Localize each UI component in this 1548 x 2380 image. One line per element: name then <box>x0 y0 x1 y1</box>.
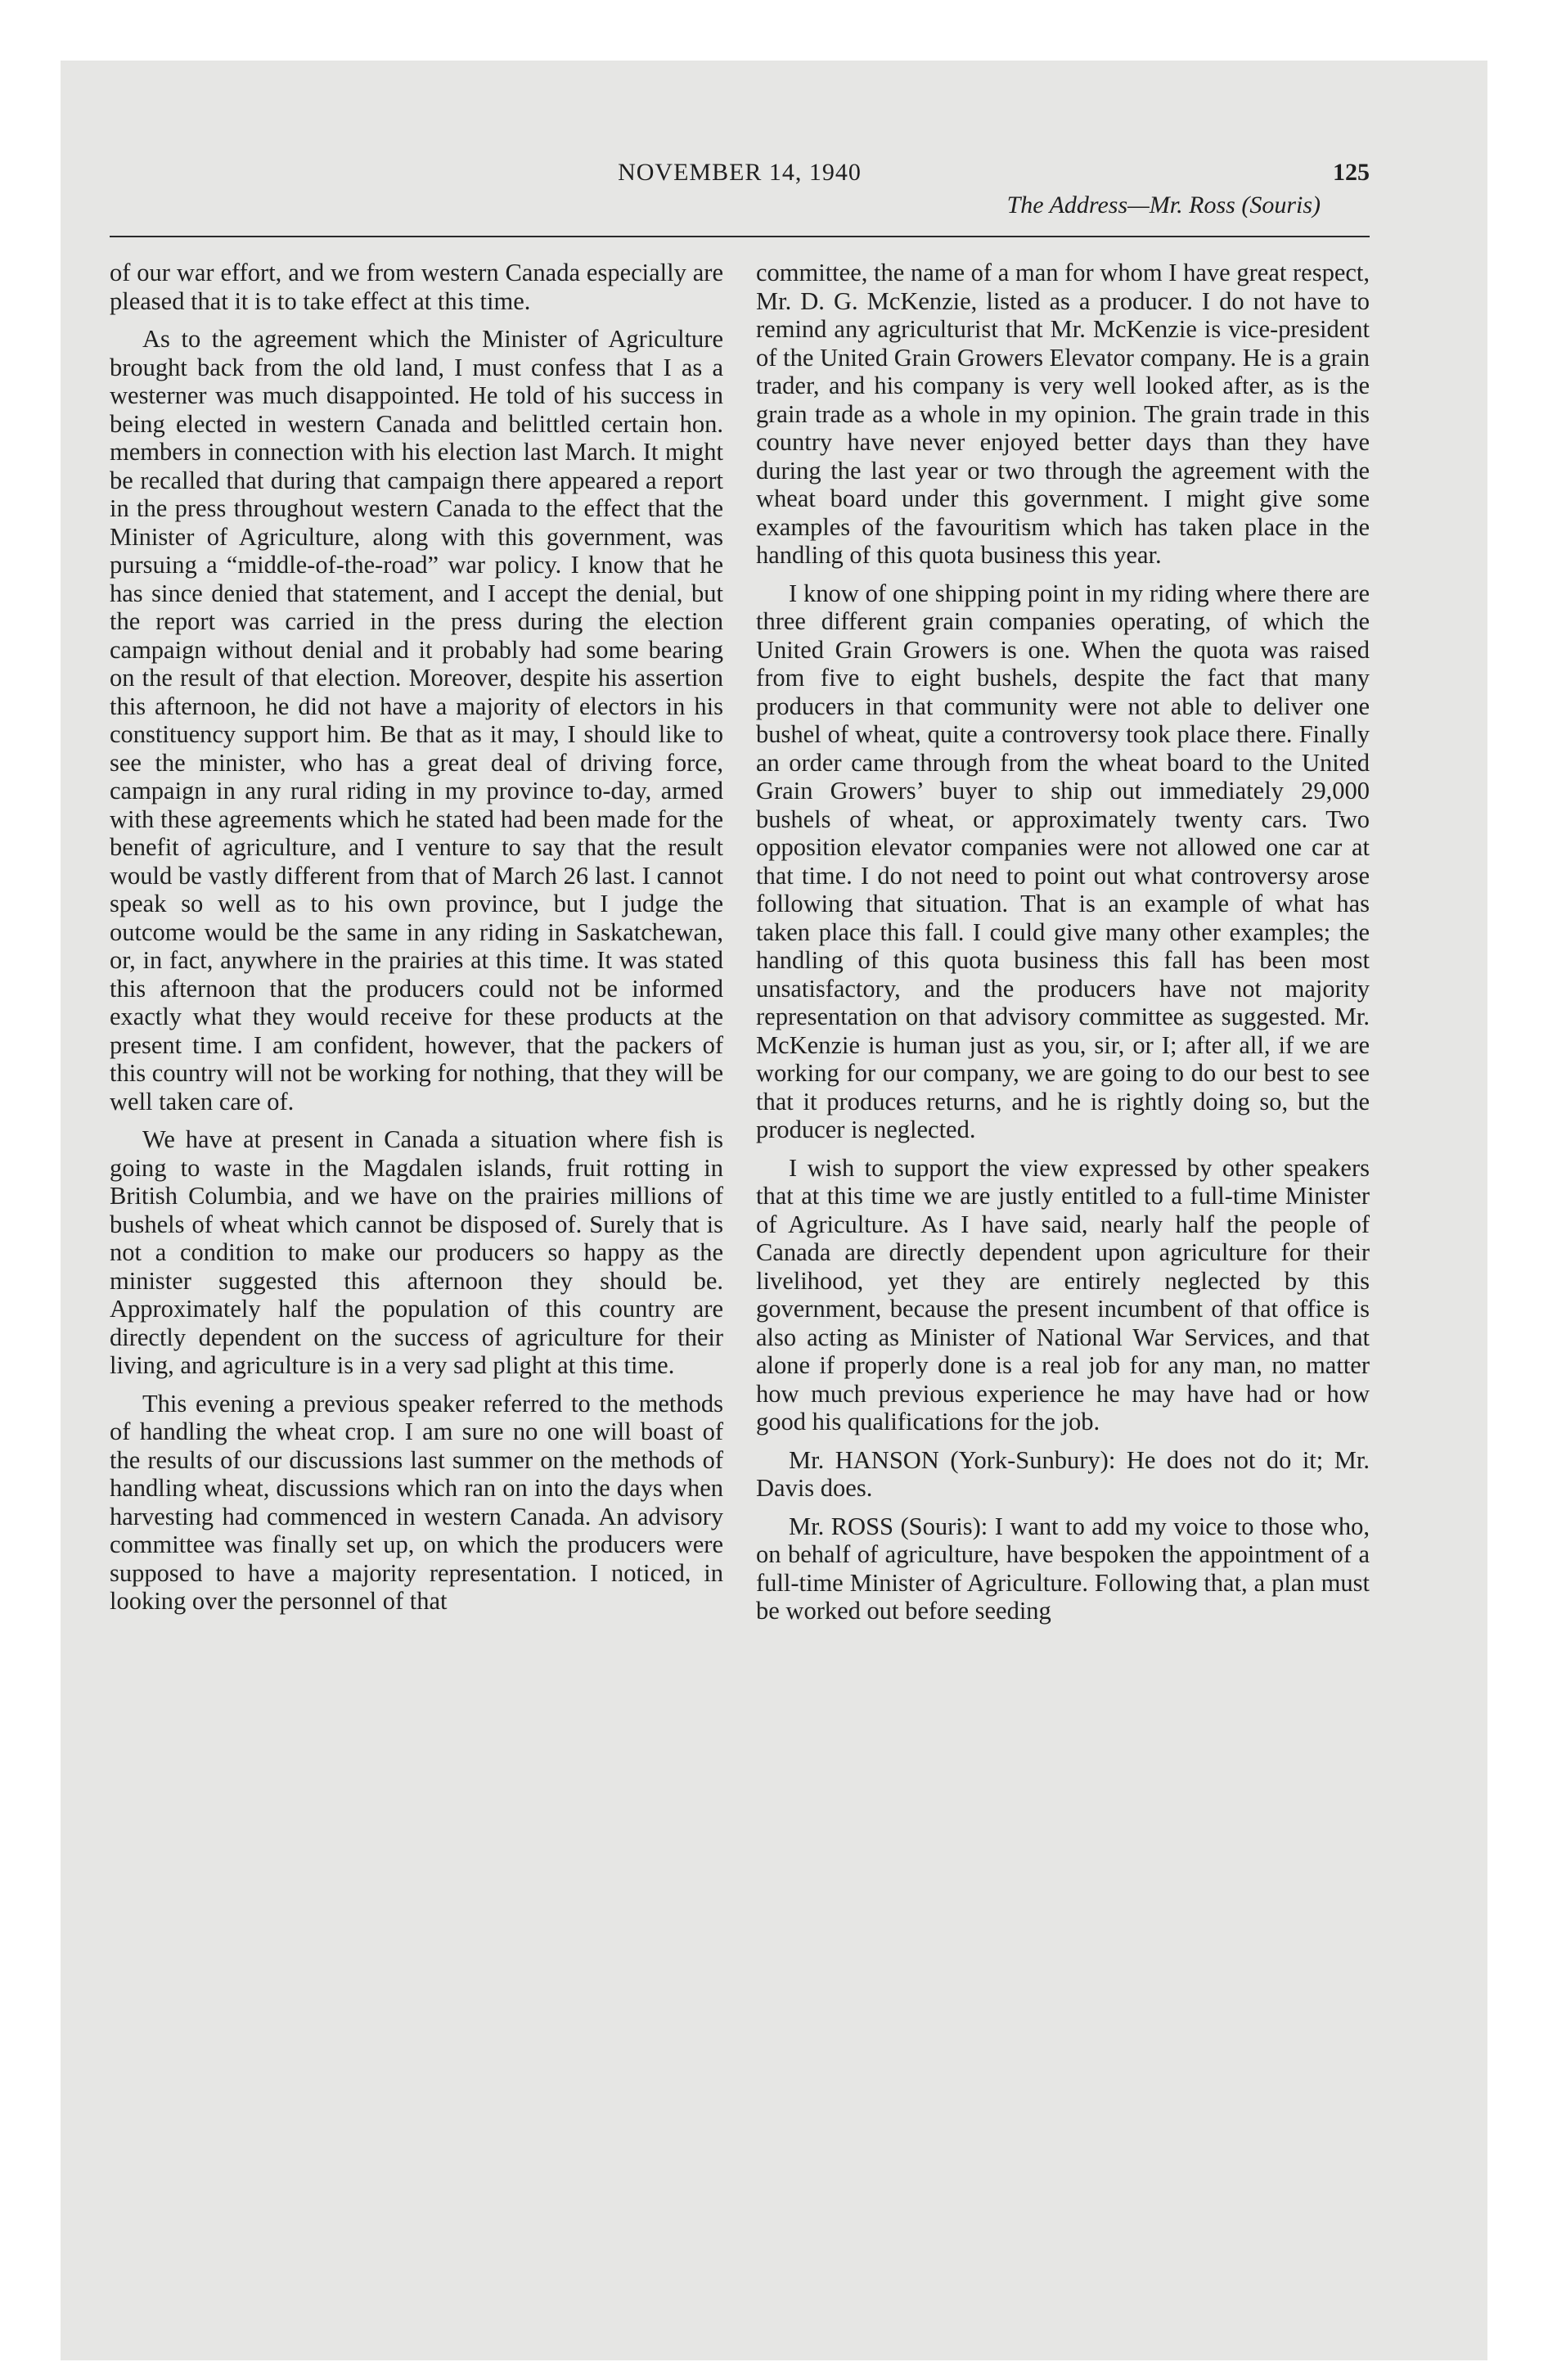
header-rule <box>110 236 1370 237</box>
right-column <box>756 259 1370 1635</box>
header-date: NOVEMBER 14, 1940 <box>618 159 862 186</box>
paragraph: As to the agreement which the Minister of Agriculture brought back from the old land, I must confess that I as a westerner was much disappointed. He told of his success in being elected in western Canada and belittled certain hon. members in connection with his election last March. It might be recalled that during that campaign there appeared a report in the press throughout western Canada to the effect that the Minister of Agriculture, along with this government, was pursuing a “middle-of-the-road” war policy. I know that he has since denied that statement, and I accept the denial, but the report was carried in the press during the election campaign without denial and it probably had some bearing on the result of that election. Moreover, despite his assertion this afternoon, he did not have a majority of electors in his constituency support him. Be that as it may, I should like to see the minister, who has a great deal of driving force, campaign in any rural riding in my province to-day, armed with these agreements which he stated had been made for the benefit of agriculture, and I venture to say that the result would be vastly different from that of March 26 last. I cannot speak so well as to his own province, but I judge the outcome would be the same in any riding in Saskatchewan, or, in fact, anywhere in the prairies at this time. It was stated this afternoon that the producers could not be informed exactly what they would receive for these products at the present time. I am confident, however, that the packers of this country will not be working for nothing, that they will be well taken care of. <box>110 325 723 1116</box>
paragraph: Mr. ROSS (Souris): I want to add my voice to those who, on behalf of agriculture, have bespoken the appointment of a full-time Minister of Agriculture. Following that, a plan must be worked out before seeding <box>756 1512 1370 1625</box>
text-columns <box>110 259 1370 1635</box>
paragraph: I know of one shipping point in my riding where there are three different grain companies operating, of which the United Grain Growers is one. When the quota was raised from five to eight bushels, despite the fact that many producers in that community were not able to deliver one bushel of wheat, quite a controversy took place there. Finally an order came through from the wheat board to the United Grain Growers’ buyer to ship out immediately 29,000 bushels of wheat, or approximately twenty cars. Two opposition elevator companies were not allowed one car at that time. I do not need to point out what controversy arose following that situation. That is an example of what has taken place this fall. I could give many other examples; the handling of this quota business this fall has been most unsatisfactory, and the producers have not majority representation on that advisory committee as suggested. Mr. McKenzie is human just as you, sir, or I; after all, if we are working for our company, we are going to do our best to see that it produces returns, and he is rightly doing so, but the producer is neglected. <box>756 579 1370 1143</box>
speaker-interjection: Mr. HANSON (York-Sunbury): He does not do it; Mr. Davis does. <box>756 1445 1370 1502</box>
paragraph: of our war effort, and we from western Canada especially are pleased that it is to take effect at this time. <box>110 259 723 315</box>
paragraph: This evening a previous speaker referred to the methods of handling the wheat crop. I am sure no one will boast of the results of our discussions last summer on the methods of handling wheat, discussions which ran on into the days when harvesting had commenced in western Canada. An advisory committee was finally set up, on which the producers were supposed to have a majority representation. I noticed, in looking over the personnel of that <box>110 1389 723 1615</box>
paragraph: committee, the name of a man for whom I have great respect, Mr. D. G. McKenzie, listed as a producer. I do not have to remind any agriculturist that Mr. McKenzie is vice-president of the United Grain Growers Elevator company. He is a grain trader, and his company is very well looked after, as is the grain trade as a whole in my opinion. The grain trade in this country have never enjoyed better days than they have during the last year or two through the agreement with the wheat board under this government. I might give some examples of the favouritism which has taken place in the handling of this quota business this year. <box>756 259 1370 569</box>
page-number: 125 <box>1333 159 1370 186</box>
paragraph: I wish to support the view expressed by other speakers that at this time we are justly entitled to a full-time Minister of Agriculture. As I have said, nearly half the people of Canada are directly dependent upon agriculture for their livelihood, yet they are entirely neglected by this government, because the present incumbent of that office is also acting as Minister of National War Services, and that alone if properly done is a real job for any man, no matter how much previous experience he may have had or how good his qualifications for the job. <box>756 1153 1370 1436</box>
paragraph: We have at present in Canada a situation where fish is going to waste in the Magdalen islands, fruit rotting in British Columbia, and we have on the prairies millions of bushels of wheat which cannot be disposed of. Surely that is not a condition to make our producers so happy as the minister suggested this afternoon they should be. Approximately half the population of this country are directly dependent on the success of agriculture for their living, and agriculture is in a very sad plight at this time. <box>110 1125 723 1379</box>
hansard-page <box>110 159 1370 2254</box>
page-header <box>110 159 1370 241</box>
running-title: The Address—Mr. Ross (Souris) <box>1006 192 1321 219</box>
left-column <box>110 259 723 1635</box>
